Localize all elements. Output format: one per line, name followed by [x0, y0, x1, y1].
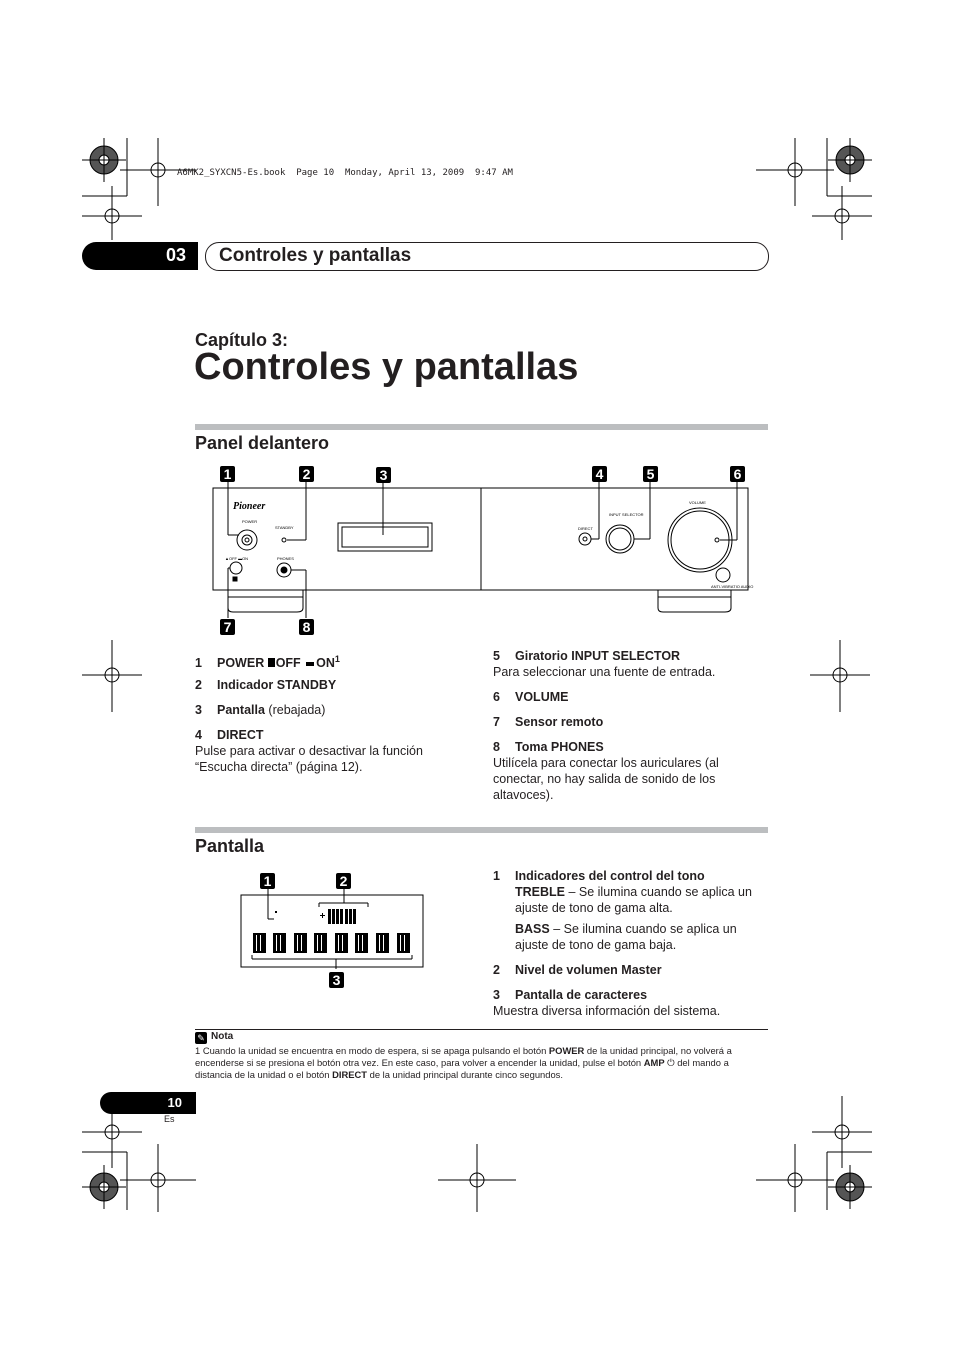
footnote: 1 Cuando la unidad se encuentra en modo de espera, si se apaga pulsando el botón POWER de la unidad principal, no volverá a encenderse si se presiona el botón otra vez. En este caso, para volver a encender la unidad, pulse el botón AMP ⏻ del mando a distancia de la unidad o el botón DIRECT de la unidad principal durante cinco segundos. [195, 1045, 732, 1080]
item-description: Para seleccionar una fuente de entrada. [493, 665, 716, 679]
label-phones: PHONES [277, 556, 294, 561]
treble-description: TREBLE – Se ilumina cuando se aplica un ajuste de tono de gama alta. [515, 885, 752, 915]
off-switch-icon [268, 658, 275, 667]
chapter-title-tab: Controles y pantallas [205, 242, 769, 271]
list-item: 4 DIRECT [195, 728, 264, 742]
callout-8: 8 [299, 619, 314, 635]
front-panel-illustration [195, 480, 755, 625]
label-direct: DIRECT [578, 526, 593, 531]
list-item: 2 Indicador STANDBY [195, 678, 337, 692]
callout-6: 6 [730, 466, 745, 482]
label-standby: STANDBY [275, 525, 294, 530]
section-heading-display: Pantalla [195, 836, 265, 856]
list-item: 7 Sensor remoto [493, 715, 604, 729]
list-item: 8 Toma PHONES [493, 740, 604, 754]
list-item: 1 Indicadores del control del tono [493, 869, 705, 883]
display-illustration [240, 889, 426, 971]
callout-2: 2 [336, 873, 351, 889]
bass-description: BASS – Se ilumina cuando se aplica un ajuste de tono de gama baja. [515, 922, 737, 952]
list-item: 6 VOLUME [493, 690, 569, 704]
item-description: Utilícela para conectar los auriculares (al conectar, no hay salida de sonido de los altavoces). [493, 756, 719, 802]
section-divider [195, 424, 768, 430]
callout-1: 1 [260, 873, 275, 889]
label-volume: VOLUME [689, 500, 706, 505]
list-item: 2 Nivel de volumen Master [493, 963, 662, 977]
note-heading: Nota [211, 1031, 234, 1042]
label-input-selector: INPUT SELECTOR [609, 512, 644, 517]
callout-2: 2 [299, 466, 314, 482]
chapter-label: Capítulo 3: [195, 330, 288, 350]
pioneer-logo: Pioneer [233, 501, 266, 512]
callout-3: 3 [329, 972, 344, 988]
page-number-badge: 10 [100, 1092, 196, 1114]
note-icon: ✎ [195, 1032, 207, 1044]
label-power: POWER [242, 519, 258, 524]
item-description: Pulse para activar o desactivar la función “Escucha directa” (página 12). [195, 744, 423, 774]
chapter-number-badge: 03 [82, 242, 198, 270]
callout-7: 7 [220, 619, 235, 635]
list-item: 3 Pantalla (rebajada) [195, 703, 326, 717]
item-description: Muestra diversa información del sistema. [493, 1004, 721, 1018]
list-item: 3 Pantalla de caracteres [493, 988, 648, 1002]
page-title: Controles y pantallas [194, 346, 579, 388]
callout-5: 5 [643, 466, 658, 482]
label-badge: ANTI-VIBRATIO AUDIO [711, 584, 754, 589]
callout-3: 3 [376, 467, 391, 483]
page-language: Es [164, 1114, 175, 1124]
note-divider [195, 1029, 768, 1030]
on-switch-icon [306, 662, 314, 666]
print-header: A6MK2_SYXCN5-Es.book Page 10 Monday, April 13, 2009 9:47 AM [177, 168, 513, 178]
list-item: 5 Giratorio INPUT SELECTOR [493, 649, 681, 663]
section-heading-front-panel: Panel delantero [195, 433, 330, 453]
list-item: 1 POWER OFF $ON^1$ [195, 654, 340, 671]
callout-4: 4 [592, 466, 607, 482]
section-divider [195, 827, 768, 833]
callout-1: 1 [220, 466, 235, 482]
label-off-on: ▲OFF ▬ON [225, 556, 249, 561]
